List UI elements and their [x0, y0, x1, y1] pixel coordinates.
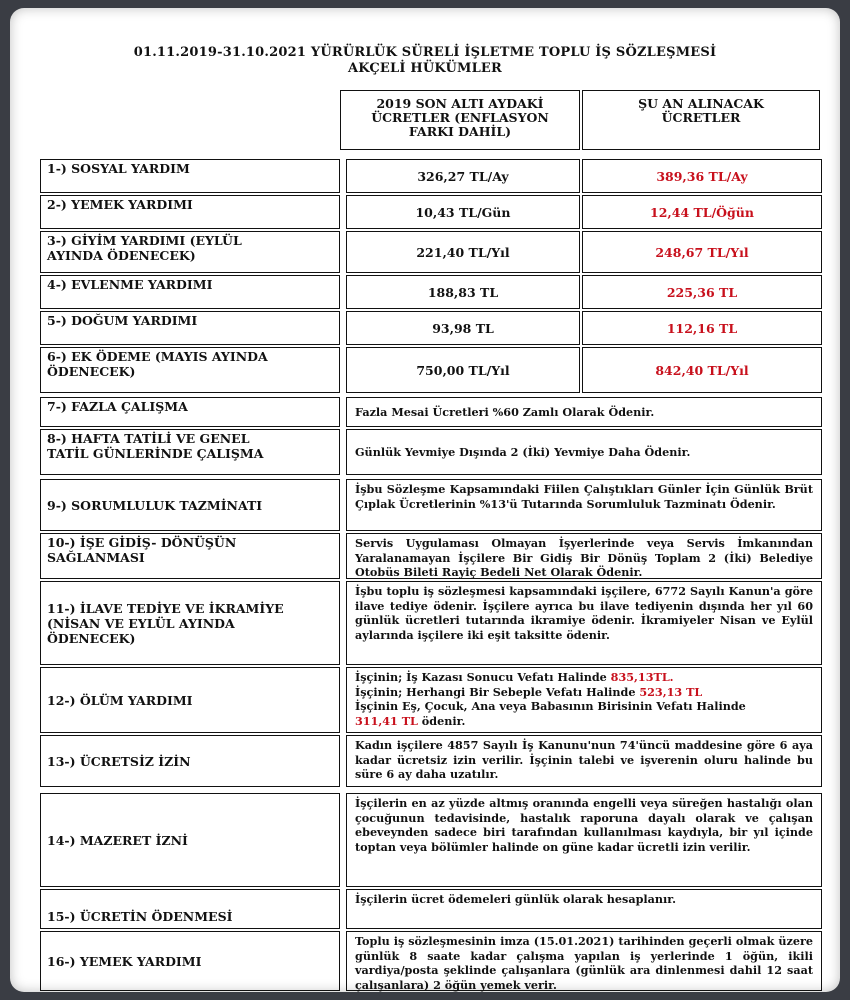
death-aid-family-amount: 311,41 TL	[355, 713, 418, 728]
document-subtitle: AKÇELİ HÜKÜMLER	[347, 61, 503, 76]
row-label: 7-) FAZLA ÇALIŞMA	[40, 397, 340, 427]
row-label: 16-) YEMEK YARDIMI	[40, 931, 340, 991]
row-label: 14-) MAZERET İZNİ	[40, 793, 340, 887]
row-label: 15-) ÜCRETİN ÖDENMESİ	[40, 889, 340, 929]
row-label: 11-) İLAVE TEDİYE VE İKRAMİYE (NİSAN VE EYLÜL AYINDA ÖDENECEK)	[40, 581, 340, 665]
previous-value: 10,43 TL/Gün	[346, 195, 580, 229]
row-label: 2-) YEMEK YARDIMI	[40, 195, 340, 229]
table-row-birth-aid	[40, 311, 822, 345]
previous-value: 750,00 TL/Yıl	[346, 347, 580, 393]
table-row-responsibility-compensation	[40, 479, 822, 531]
column-header-previous-wages: 2019 SON ALTI AYDAKİ ÜCRETLER (ENFLASYON FARKI DAHİL)	[340, 90, 580, 150]
row-label: 8-) HAFTA TATİLİ VE GENEL TATİL GÜNLERİNDE ÇALIŞMA	[40, 429, 340, 475]
row-description: İşçilerin ücret ödemeleri günlük olarak hesaplanır.	[346, 889, 822, 929]
new-value: 225,36 TL	[582, 275, 822, 309]
new-value: 389,36 TL/Ay	[582, 159, 822, 193]
table-row-overtime	[40, 397, 822, 427]
row-description: Servis Uygulaması Olmayan İşyerlerinde veya Servis İmkanından Yaralanamayan İşçilere Bir Gidiş Bir Dönüş Toplam 2 (İki) Belediye Otobüs Bileti Rayiç Bedeli Net Olarak Ödenir.	[346, 533, 822, 579]
previous-value: 93,98 TL	[346, 311, 580, 345]
row-label: 3-) GİYİM YARDIMI (EYLÜL AYINDA ÖDENECEK)	[40, 231, 340, 273]
row-label: 13-) ÜCRETSİZ İZİN	[40, 735, 340, 787]
new-value: 12,44 TL/Öğün	[582, 195, 822, 229]
new-value: 248,67 TL/Yıl	[582, 231, 822, 273]
row-label: 4-) EVLENME YARDIMI	[40, 275, 340, 309]
table-row-social-aid	[40, 159, 822, 193]
death-aid-any-cause-amount: 523,13 TL	[639, 684, 703, 699]
column-header-new-wages: ŞU AN ALINACAK ÜCRETLER	[582, 90, 820, 150]
row-description: İşçilerin en az yüzde altmış oranında engelli veya süreğen hastalığı olan çocuğunun tedavisinde, hastalık raporuna dayalı olarak ve çalışan ebeveynden sadece biri tarafından kullanılması kaydıyla, bir yıl içinde toptan veya bölümler halinde on güne kadar ücretli izin verilir.	[346, 793, 822, 887]
new-value: 112,16 TL	[582, 311, 822, 345]
document-title: 01.11.2019-31.10.2021 YÜRÜRLÜK SÜRELİ İŞLETME TOPLU İŞ SÖZLEŞMESİ	[133, 45, 717, 60]
table-row-meal-provision	[40, 931, 822, 991]
previous-value: 221,40 TL/Yıl	[346, 231, 580, 273]
table-row-meal-aid	[40, 195, 822, 229]
table-row-extra-payment	[40, 347, 822, 393]
death-aid-work-accident-amount: 835,13TL.	[610, 670, 674, 684]
row-description: İşçinin; İş Kazası Sonucu Vefatı Halinde 835,13TL. İşçinin; Herhangi Bir Sebeple Vefatı Halinde 523,13 TL İşçinin Eş, Çocuk, Ana veya Babasının Birisinin Vefatı Halinde 311,41 TL ödenir.	[346, 667, 822, 733]
table-row-wage-payment	[40, 889, 822, 929]
row-description: Kadın işçilere 4857 Sayılı İş Kanunu'nun 74'üncü maddesine göre 6 aya kadar ücretsiz izin verilir. İşçinin talebi ve işverenin oluru halinde bu süre 6 ay daha uzatılır.	[346, 735, 822, 787]
row-label: 12-) ÖLÜM YARDIMI	[40, 667, 340, 733]
table-row-bonus	[40, 581, 822, 665]
table-row-marriage-aid	[40, 275, 822, 309]
row-description: İşbu Sözleşme Kapsamındaki Fiilen Çalıştıkları Günler İçin Günlük Brüt Çıplak Ücretlerinin %13'ü Tutarında Sorumluluk Tazminatı Ödenir.	[346, 479, 822, 531]
table-row-excuse-leave	[40, 793, 822, 887]
row-description: Fazla Mesai Ücretleri %60 Zamlı Olarak Ödenir.	[346, 397, 822, 427]
table-row-commute	[40, 533, 822, 579]
row-description: İşbu toplu iş sözleşmesi kapsamındaki işçilere, 6772 Sayılı Kanun'a göre ilave tediye ödenir. İşçilere ayrıca bu ilave tediyenin dışında her yıl 60 günlük ücretleri tutarında ikramiye ödenir. İkramiyeler Nisan ve Eylül aylarında işçilere iki eşit taksitte ödenir.	[346, 581, 822, 665]
previous-value: 188,83 TL	[346, 275, 580, 309]
table-row-unpaid-leave	[40, 735, 822, 787]
new-value: 842,40 TL/Yıl	[582, 347, 822, 393]
row-label: 10-) İŞE GİDİŞ- DÖNÜŞÜN SAĞLANMASI	[40, 533, 340, 579]
row-label: 5-) DOĞUM YARDIMI	[40, 311, 340, 345]
row-label: 9-) SORUMLULUK TAZMİNATI	[40, 479, 340, 531]
row-description: Toplu iş sözleşmesinin imza (15.01.2021) tarihinden geçerli olmak üzere günlük 8 saate kadar çalışma yapılan iş yerlerinde 1 öğün, ikili vardiya/posta şeklinde çalışanlara (günlük ara dinlenmesi dahil 12 saat çalışanlara) 2 öğün yemek verir.	[346, 931, 822, 991]
table-row-clothing-aid	[40, 231, 822, 273]
table-row-holiday-work	[40, 429, 822, 475]
row-description: Günlük Yevmiye Dışında 2 (İki) Yevmiye Daha Ödenir.	[346, 429, 822, 475]
document-page	[10, 8, 840, 992]
table-row-death-aid	[40, 667, 822, 733]
row-label: 1-) SOSYAL YARDIM	[40, 159, 340, 193]
previous-value: 326,27 TL/Ay	[346, 159, 580, 193]
row-label: 6-) EK ÖDEME (MAYIS AYINDA ÖDENECEK)	[40, 347, 340, 393]
